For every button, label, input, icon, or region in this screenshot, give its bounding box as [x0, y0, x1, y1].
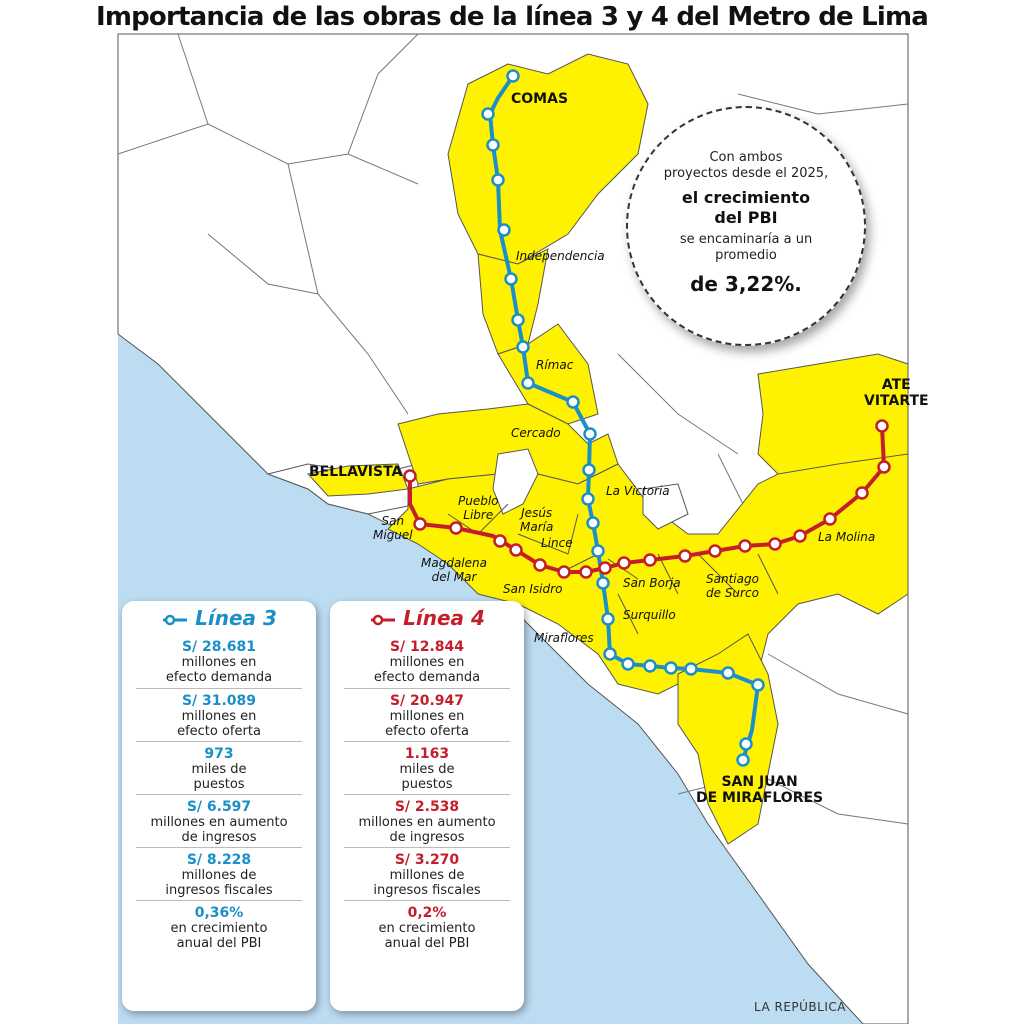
callout-middle-l1: se encaminaría a un — [679, 232, 813, 247]
station-marker — [415, 519, 426, 530]
station-marker — [619, 558, 630, 569]
stat-description: puestos — [401, 777, 453, 792]
stat-value: 0,36% — [194, 905, 244, 921]
label-san-miguel-l1: San — [381, 514, 405, 528]
source-credit: LA REPÚBLICA — [754, 1000, 846, 1014]
station-marker — [741, 739, 752, 750]
label-magdalena — [421, 556, 487, 584]
label-ate-l2: VITARTE — [864, 393, 929, 409]
station-marker — [877, 421, 888, 432]
station-marker — [513, 315, 524, 326]
station-marker — [645, 555, 656, 566]
stat-value: 1.163 — [404, 746, 450, 762]
station-marker — [585, 429, 596, 440]
label-cercado: Cercado — [511, 426, 561, 440]
label-surquillo: Surquillo — [623, 608, 676, 622]
station-marker — [488, 140, 499, 151]
stat-row — [344, 741, 510, 794]
station-marker — [598, 578, 609, 589]
stat-description: efecto demanda — [373, 670, 481, 685]
station-marker — [825, 514, 836, 525]
label-surco — [706, 572, 759, 600]
stat-description: millones en aumento — [358, 815, 496, 830]
label-jesus-maria-l2: María — [520, 520, 554, 534]
callout-middle-l2: promedio — [715, 248, 777, 263]
station-marker — [723, 668, 734, 679]
callout-highlight-l1: el crecimiento — [681, 188, 811, 207]
station-marker — [593, 546, 604, 557]
station-marker — [559, 567, 570, 578]
stat-value: S/ 6.597 — [186, 799, 252, 815]
station-marker — [508, 71, 519, 82]
linea-4-label: Línea 4 — [403, 606, 485, 630]
station-marker — [738, 755, 749, 766]
station-marker — [483, 109, 494, 120]
station-marker — [493, 175, 504, 186]
page-title: Importancia de las obras de la línea 3 y 4 del Metro de Lima — [95, 2, 929, 32]
linea-3-stats — [122, 635, 316, 953]
stat-row — [344, 635, 510, 688]
callout-intro-l2: proyectos desde el 2025, — [663, 166, 829, 181]
stat-description: millones en — [389, 655, 465, 670]
station-marker — [753, 680, 764, 691]
callout-value: de 3,22%. — [690, 272, 802, 296]
label-pueblo-libre-l2: Libre — [463, 508, 494, 522]
station-marker — [518, 342, 529, 353]
callout-middle — [628, 232, 864, 264]
stat-description: anual del PBI — [176, 936, 262, 951]
stat-value: S/ 8.228 — [186, 852, 252, 868]
label-sjm-l1: SAN JUAN — [721, 774, 798, 790]
label-magdalena-l1: Magdalena — [421, 556, 487, 570]
label-jesus-maria — [520, 506, 553, 534]
station-marker — [857, 488, 868, 499]
pbi-callout — [626, 106, 866, 346]
stat-description: efecto oferta — [385, 724, 469, 739]
label-ate-vitarte — [864, 377, 929, 409]
callout-intro — [628, 150, 864, 182]
stat-row — [136, 688, 302, 741]
stat-value: S/ 2.538 — [394, 799, 460, 815]
station-marker — [523, 378, 534, 389]
label-bellavista: BELLAVISTA — [309, 464, 403, 480]
station-marker — [770, 539, 781, 550]
station-marker — [879, 462, 890, 473]
stat-value: S/ 3.270 — [394, 852, 460, 868]
station-marker — [584, 465, 595, 476]
callout-intro-l1: Con ambos — [709, 150, 783, 165]
label-sjm-l2: DE MIRAFLORES — [696, 790, 824, 806]
linea-3-icon — [161, 614, 189, 626]
linea-3-header — [122, 601, 316, 635]
label-jesus-maria-l1: Jesús — [521, 506, 553, 520]
stat-row — [136, 635, 302, 688]
station-marker — [680, 551, 691, 562]
stat-description: en crecimiento — [170, 921, 268, 936]
stat-description: millones de — [181, 868, 257, 883]
label-ate-l1: ATE — [881, 377, 911, 393]
label-magdalena-l2: del Mar — [431, 570, 477, 584]
station-marker — [645, 661, 656, 672]
label-san-isidro: San Isidro — [503, 582, 563, 596]
stat-description: anual del PBI — [384, 936, 470, 951]
callout-highlight-l2: del PBI — [714, 208, 778, 227]
stat-description: ingresos fiscales — [165, 883, 273, 898]
stat-description: millones en — [181, 709, 257, 724]
station-marker — [740, 541, 751, 552]
linea-4-header — [330, 601, 524, 635]
stat-value: 973 — [204, 746, 234, 762]
station-marker — [535, 560, 546, 571]
station-marker — [710, 546, 721, 557]
label-san-juan-de-miraflores — [696, 774, 823, 806]
stat-row — [136, 741, 302, 794]
stat-value: S/ 12.844 — [389, 639, 465, 655]
station-marker — [600, 563, 611, 574]
stat-description: millones en — [389, 709, 465, 724]
linea-4-icon — [369, 614, 397, 626]
station-marker — [568, 397, 579, 408]
stat-row — [136, 794, 302, 847]
stat-description: efecto oferta — [177, 724, 261, 739]
station-marker — [583, 494, 594, 505]
label-pueblo-libre-l1: Pueblo — [458, 494, 499, 508]
stat-row — [344, 794, 510, 847]
linea-4-stats — [330, 635, 524, 953]
label-pueblo-libre — [458, 494, 499, 522]
label-surco-l1: Santiago — [706, 572, 759, 586]
label-comas: COMAS — [511, 91, 569, 107]
stat-value: S/ 28.681 — [181, 639, 257, 655]
callout-highlight — [628, 188, 864, 228]
stat-row — [136, 900, 302, 953]
stat-row — [344, 847, 510, 900]
linea-3-card — [122, 601, 316, 1011]
stat-description: puestos — [193, 777, 245, 792]
stat-description: de ingresos — [181, 830, 257, 845]
stat-description: de ingresos — [389, 830, 465, 845]
station-marker — [581, 567, 592, 578]
label-independencia: Independencia — [516, 249, 605, 263]
ate-vitarte-area — [758, 354, 908, 474]
station-marker — [795, 531, 806, 542]
stat-value: S/ 20.947 — [389, 693, 465, 709]
station-marker — [451, 523, 462, 534]
stat-description: efecto demanda — [165, 670, 273, 685]
stat-description: millones en — [181, 655, 257, 670]
station-marker — [686, 664, 697, 675]
stat-value: 0,2% — [407, 905, 447, 921]
station-marker — [605, 649, 616, 660]
station-marker — [499, 225, 510, 236]
stat-description: miles de — [399, 762, 455, 777]
stat-value: S/ 31.089 — [181, 693, 257, 709]
stat-description: miles de — [191, 762, 247, 777]
stat-row — [344, 688, 510, 741]
stat-description: ingresos fiscales — [373, 883, 481, 898]
station-marker — [506, 274, 517, 285]
label-san-miguel — [373, 514, 413, 542]
label-la-victoria: La Victoria — [606, 484, 670, 498]
station-marker — [405, 471, 416, 482]
linea-3-label: Línea 3 — [195, 606, 277, 630]
stat-row — [136, 847, 302, 900]
stat-description: millones de — [389, 868, 465, 883]
label-miraflores: Miraflores — [534, 631, 594, 645]
station-marker — [623, 659, 634, 670]
stat-description: millones en aumento — [150, 815, 288, 830]
station-marker — [666, 663, 677, 674]
label-san-miguel-l2: Miguel — [373, 528, 413, 542]
station-marker — [511, 545, 522, 556]
stat-row — [344, 900, 510, 953]
linea-4-card — [330, 601, 524, 1011]
label-la-molina: La Molina — [818, 530, 876, 544]
station-marker — [588, 518, 599, 529]
station-marker — [603, 614, 614, 625]
label-rimac: Rímac — [536, 358, 574, 372]
label-lince: Lince — [541, 536, 573, 550]
stat-description: en crecimiento — [378, 921, 476, 936]
label-surco-l2: de Surco — [706, 586, 759, 600]
station-marker — [495, 536, 506, 547]
label-san-borja: San Borja — [623, 576, 681, 590]
